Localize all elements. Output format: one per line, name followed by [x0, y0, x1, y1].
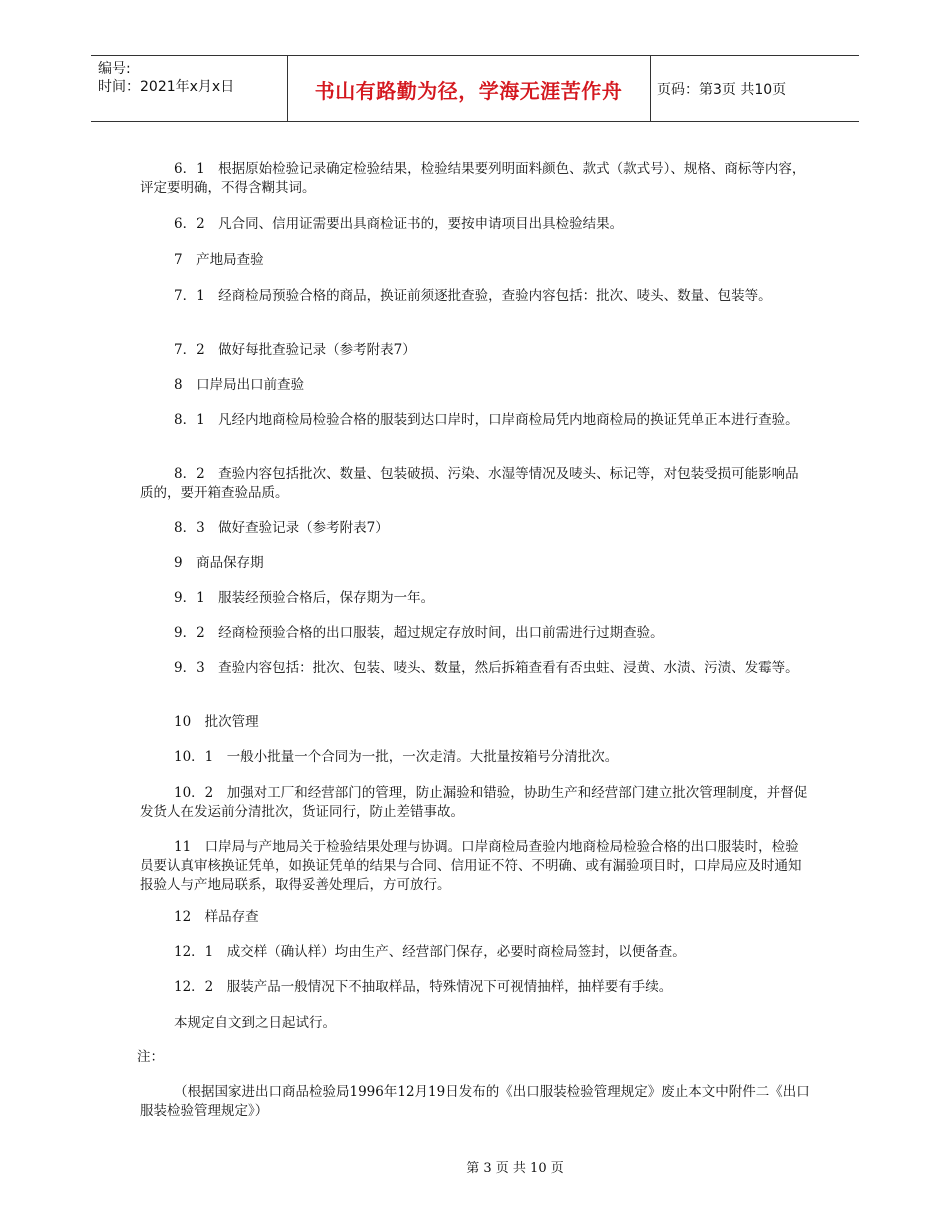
paragraph: 9．2 经商检预验合格的出口服装，超过规定存放时间，出口前需进行过期查验。 — [174, 625, 664, 641]
page-header — [91, 55, 859, 122]
paragraph: 11 口岸局与产地局关于检验结果处理与协调。口岸商检局查验内地商检局检验合格的出口服装时，检验员要认真审核换证凭单，如换证凭单的结果与合同、信用证不符、不明确、或有漏验项目时，口岸局应及时通知报验人与产地局联系，取得妥善处理后，方可放行。 — [140, 839, 802, 893]
paragraph: 9．3 查验内容包括：批次、包装、唛头、数量，然后拆箱查看有否虫蛀、浸黄、水渍、污渍、发霉等。 — [174, 660, 799, 676]
header-divider — [650, 56, 651, 121]
paragraph: 12．2 服装产品一般情况下不抽取样品，特殊情况下可视情抽样，抽样要有手续。 — [174, 979, 673, 995]
paragraph: 8．2 查验内容包括批次、数量、包装破损、污染、水湿等情况及唛头、标记等，对包装受损可能影响品质的，要开箱查验品质。 — [140, 466, 799, 501]
paragraph: 10．1 一般小批量一个合同为一批，一次走清。大批量按箱号分清批次。 — [174, 749, 619, 765]
page-footer — [0, 1157, 950, 1176]
paragraph: 10．2 加强对工厂和经营部门的管理，防止漏验和错验，协助生产和经营部门建立批次管理制度，并督促发货人在发运前分清批次，货证同行，防止差错事故。 — [140, 785, 808, 820]
header-meta — [98, 60, 288, 96]
code-label: 编号: — [98, 61, 131, 77]
paragraph: 7．1 经商检局预验合格的商品，换证前须逐批查验，查验内容包括：批次、唛头、数量、包装等。 — [174, 288, 772, 304]
section-heading: 8 口岸局出口前查验 — [174, 377, 305, 393]
time-label: 时间：2021年x月x日 — [98, 79, 235, 95]
header-page-number: 页码：第3页 共10页 — [657, 82, 787, 98]
paragraph: 8．3 做好查验记录（参考附表7） — [174, 520, 389, 536]
paragraph: 6．1 根据原始检验记录确定检验结果，检验结果要列明面料颜色、款式（款式号）、规格、商标等内容，评定要明确，不得含糊其词。 — [140, 161, 806, 196]
header-motto: 书山有路勤为径，学海无涯苦作舟 — [314, 78, 623, 103]
section-heading: 12 样品存查 — [174, 909, 259, 925]
section-heading: 7 产地局查验 — [174, 252, 264, 268]
note-paragraph: （根据国家进出口商品检验局1996年12月19日发布的《出口服装检验管理规定》废止本文中附件二《出口服装检验管理规定》） — [140, 1084, 810, 1119]
paragraph: 8．1 凡经内地商检局检验合格的服装到达口岸时，口岸商检局凭内地商检局的换证凭单正本进行查验。 — [174, 412, 799, 428]
paragraph: 6．2 凡合同、信用证需要出具商检证书的，要按申请项目出具检验结果。 — [174, 216, 624, 232]
footer-page-number: 第 3 页 共 10 页 — [466, 1161, 564, 1176]
section-heading: 9 商品保存期 — [174, 555, 264, 571]
paragraph: 12．1 成交样（确认样）均由生产、经营部门保存，必要时商检局签封，以便备查。 — [174, 944, 686, 960]
note-label: 注： — [137, 1049, 164, 1065]
paragraph: 7．2 做好每批查验记录（参考附表7） — [174, 342, 416, 358]
section-heading: 10 批次管理 — [174, 714, 259, 730]
paragraph: 9．1 服装经预验合格后，保存期为一年。 — [174, 590, 435, 606]
paragraph: 本规定自文到之日起试行。 — [174, 1015, 336, 1031]
